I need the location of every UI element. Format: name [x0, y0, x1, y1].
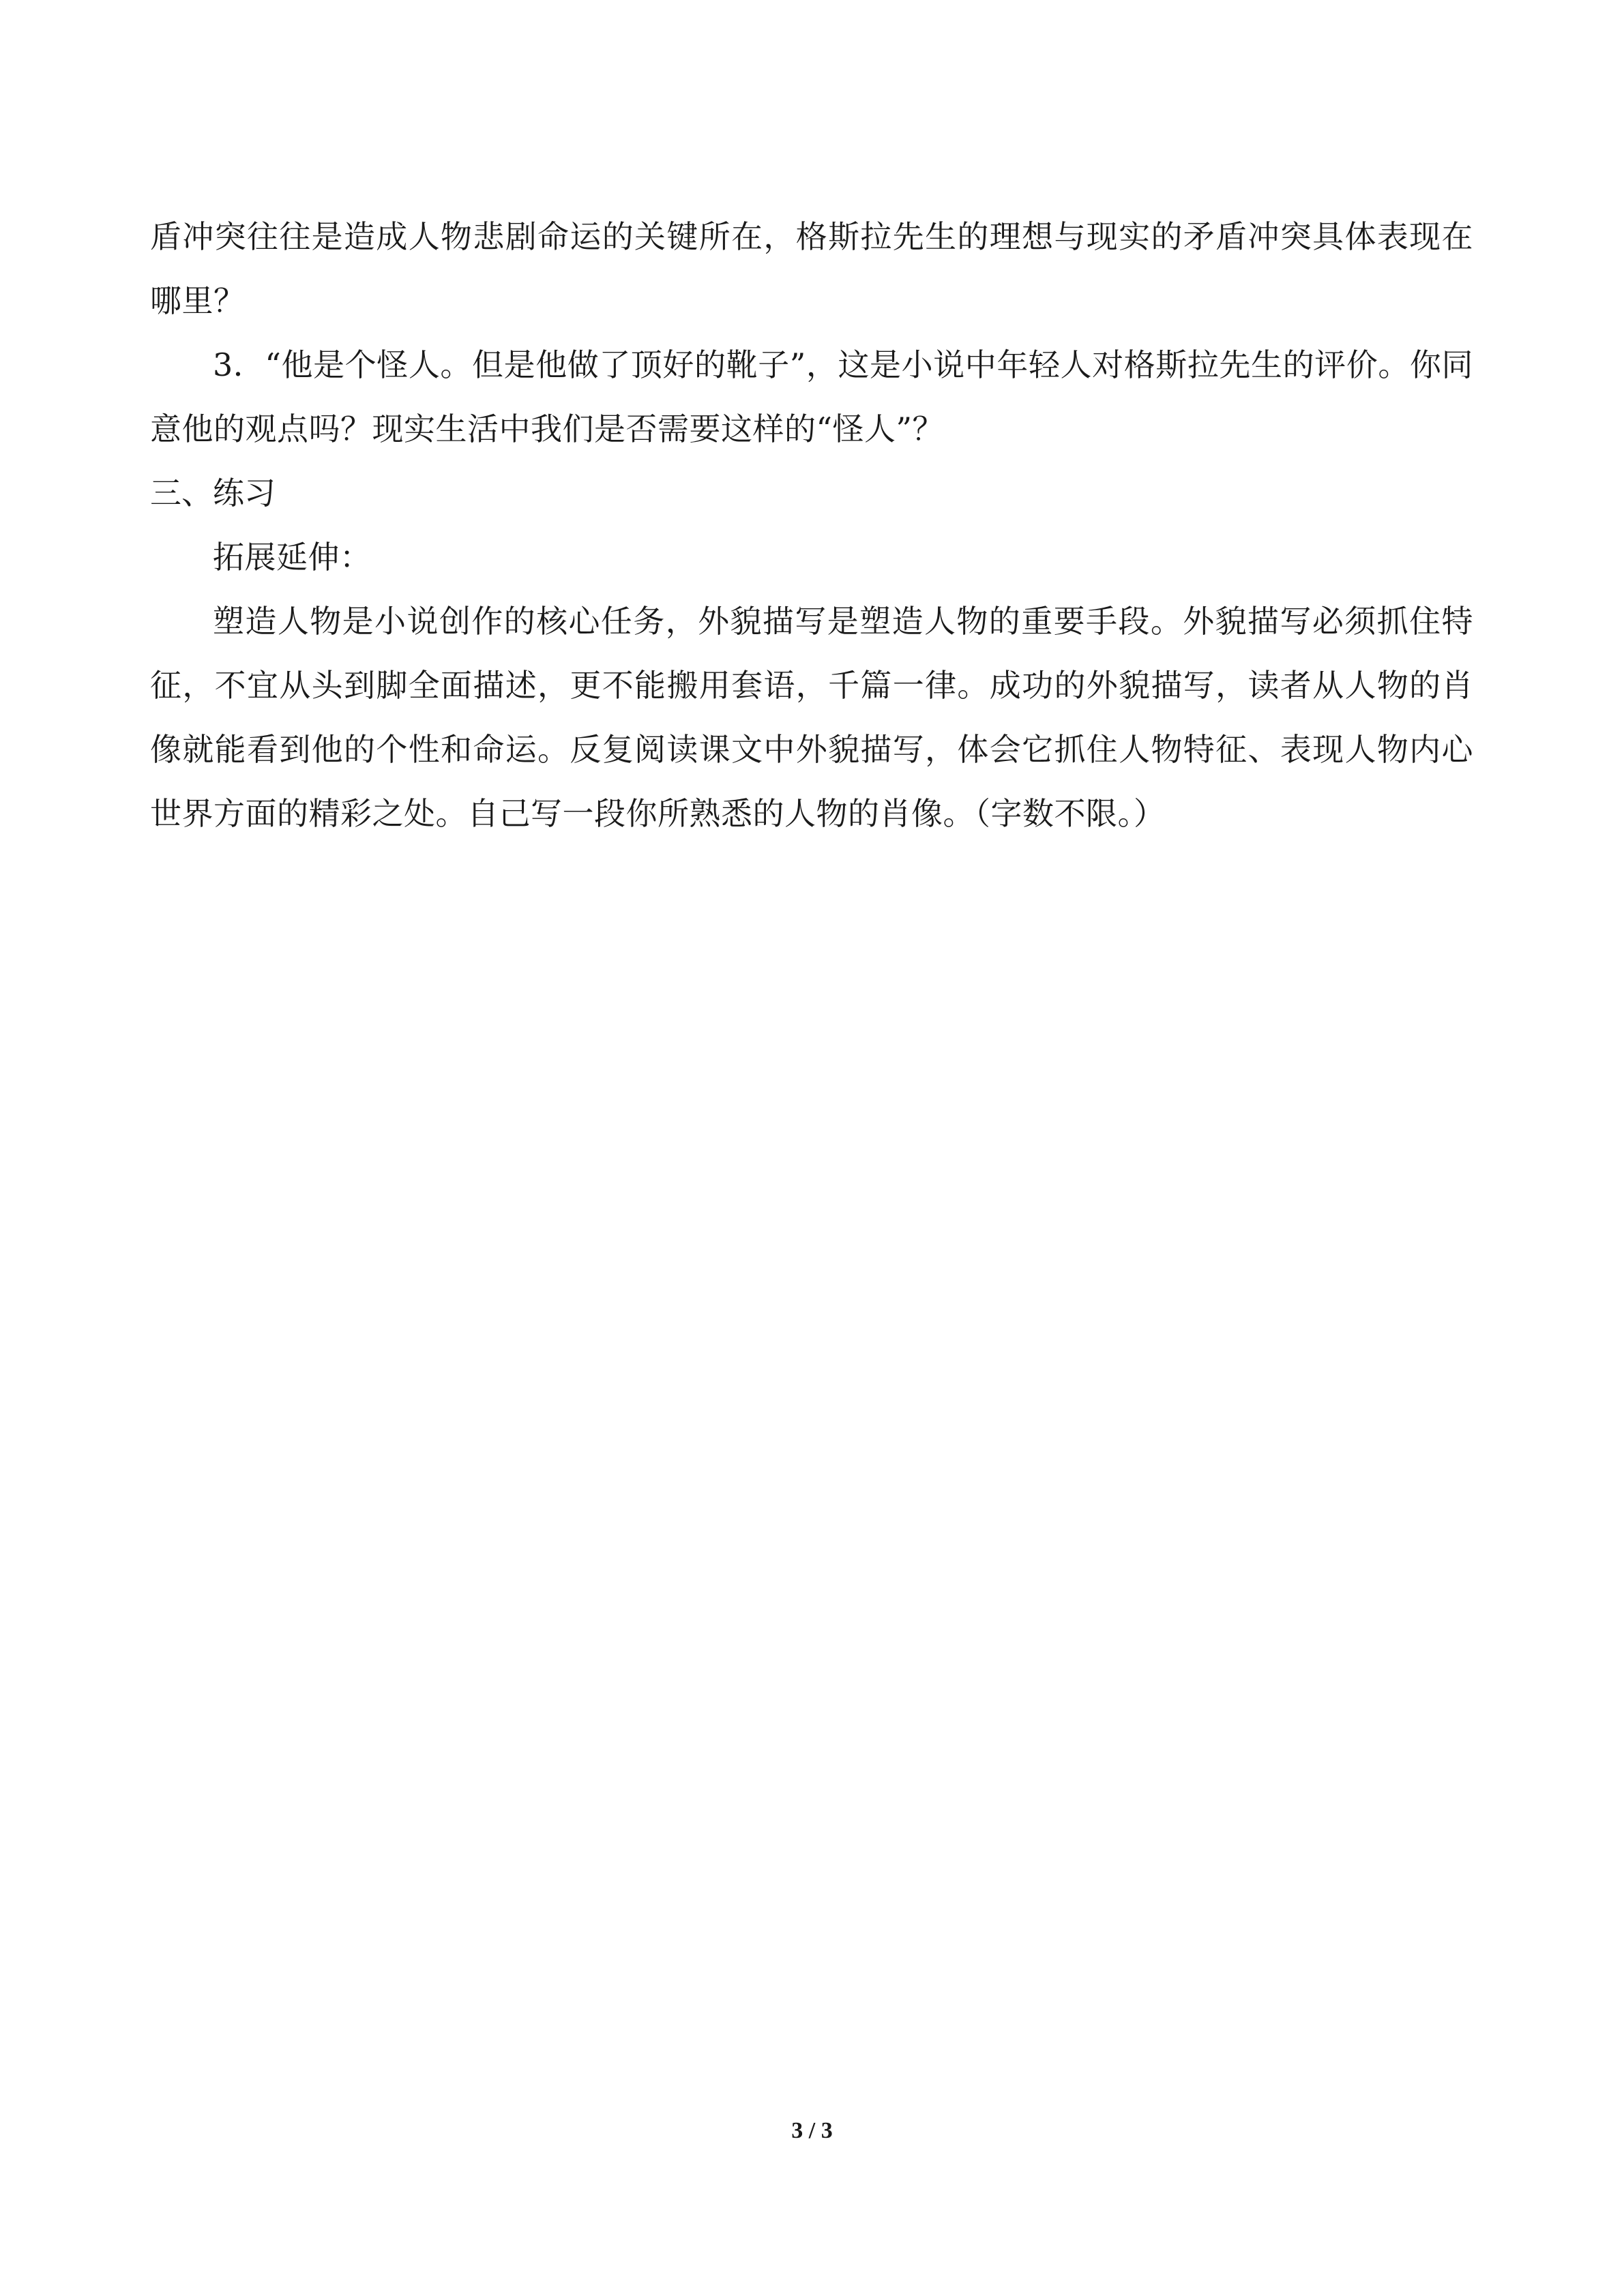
- extension-label: 拓展延伸：: [213, 539, 372, 576]
- document-body: [150, 205, 1473, 846]
- paragraph-continuation: 盾冲突往往是造成人物悲剧命运的关键所在，格斯拉先生的理想与现实的矛盾冲突具体表现在哪里？: [150, 218, 1473, 319]
- page-number: 3 / 3: [791, 2118, 833, 2143]
- section-heading-practice: 三、练习: [150, 475, 276, 511]
- paragraph-question-3: 3．“他是个怪人。但是他做了顶好的靴子”，这是小说中年轻人对格斯拉先生的评价。你同意他的观点吗？现实生活中我们是否需要这样的“怪人”？: [150, 346, 1473, 447]
- paragraph-extension-body: 塑造人物是小说创作的核心任务，外貌描写是塑造人物的重要手段。外貌描写必须抓住特征，不宜从头到脚全面描述，更不能搬用套语，千篇一律。成功的外貌描写，读者从人物的肖像就能看到他的个性和命运。反复阅读课文中外貌描写，体会它抓住人物特征、表现人物内心世界方面的精彩之处。自己写一段你所熟悉的人物的肖像。（字数不限。）: [150, 603, 1473, 832]
